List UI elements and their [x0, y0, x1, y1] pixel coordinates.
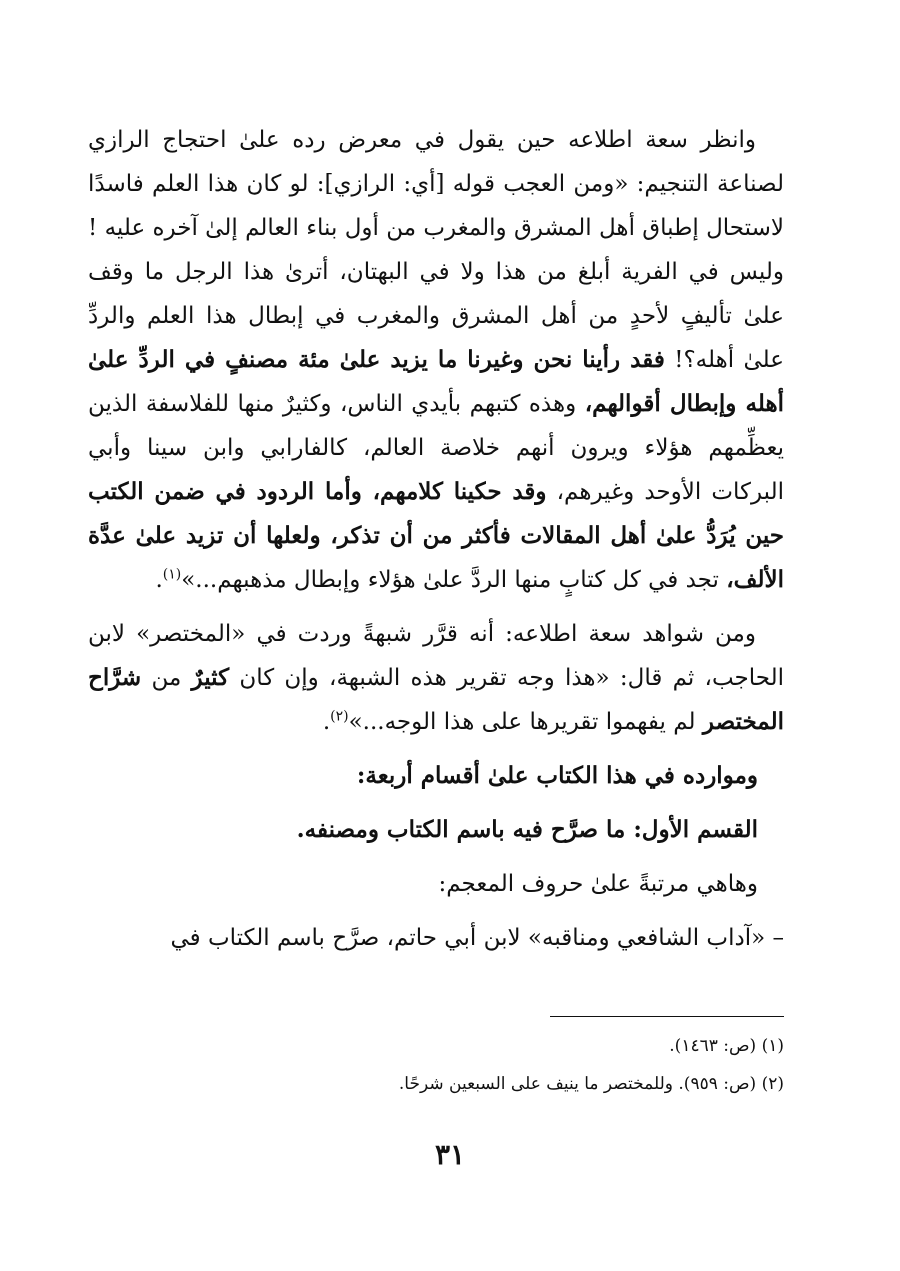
- section-one-heading: القسم الأول: ما صرَّح فيه باسم الكتاب ومصنفه.: [296, 816, 758, 843]
- ordering-note: وهاهي مرتبةً علىٰ حروف المعجم:: [438, 871, 758, 897]
- paragraph-razi-bold-b: وقد حكينا كلامهم، وأما الردود في ضمن الكتب حين يُرَدُّ علىٰ أهل المقالات فأكثر من أن تذكر، ولعلها أن تزيد علىٰ عدَّة الألف،: [88, 478, 784, 593]
- paragraph-razi-end-mark: .: [155, 567, 163, 593]
- main-text: [88, 118, 784, 960]
- footnote-divider: [550, 1016, 784, 1017]
- heading-sources: وموارده في هذا الكتاب علىٰ أقسام أربعة:: [356, 762, 758, 789]
- page-number: ٣١: [434, 1138, 466, 1171]
- paragraph-ibn-hajib: [88, 612, 784, 744]
- paragraph-razi-middle: وهذه كتبهم بأيدي الناس، وكثيرٌ منها للفلاسفة الذين يعظِّمهم هؤلاء ويرون أنهم خلاصة العالم، كالفارابي وابن سينا وأبي البركات الأوحد وغيرهم،: [88, 391, 784, 505]
- paragraph-ibn-hajib-end-mark: .: [322, 709, 331, 735]
- footnote-ref-2[interactable]: (٢): [330, 708, 349, 725]
- paragraph-ibn-hajib-text: ومن شواهد سعة اطلاعه: أنه قرَّر شبهةً وردت في «المختصر» لابن الحاجب، ثم قال: «هذا وجه تقرير هذه الشبهة، وإن كان: [88, 621, 785, 691]
- paragraph-razi-bold-a: فقد رأينا نحن وغيرنا ما يزيد علىٰ مئة مصنفٍ في الردِّ علىٰ أهله وإبطال أقوالهم،: [88, 346, 785, 417]
- footnote-ref-1[interactable]: (١): [162, 566, 182, 583]
- source-entry-1: – «آداب الشافعي ومناقبه» لابن أبي حاتم، صرَّح باسم الكتاب في: [170, 925, 784, 951]
- footnotes: [88, 1027, 784, 1103]
- paragraph-ibn-hajib-end: لم يفهموا تقريرها على هذا الوجه...»: [348, 709, 696, 735]
- footnote-2: (٢) (ص: ٩٥٩). وللمختصر ما ينيف على السبعين شرحًا.: [398, 1074, 784, 1094]
- paragraph-razi-intro: وانظر سعة اطلاعه حين يقول في معرض رده علىٰ احتجاج الرازي لصناعة التنجيم: «ومن العجب قوله [أي: الرازي]: لو كان هذا العلم فاسدًا لاستحال إطباق أهل المشرق والمغرب من أول بناء العالم إلىٰ آخره عليه ! وليس في الفرية أبلغ من هذا ولا في البهتان، أترىٰ هذا الرجل ما وقف علىٰ تأليفٍ لأحدٍ من أهل المشرق والمغرب في إبطال هذا العلم والردِّ علىٰ أهله؟!: [88, 127, 784, 373]
- footnote-1: (١) (ص: ١٤٦٣).: [669, 1036, 784, 1056]
- paragraph-ibn-hajib-bold-b: شرَّاح المختصر: [88, 664, 784, 735]
- paragraph-ibn-hajib-middle: من: [151, 665, 182, 691]
- paragraph-razi: [88, 118, 784, 602]
- paragraph-ibn-hajib-bold-a: كثيرٌ: [191, 664, 230, 691]
- paragraph-razi-end: تجد في كل كتابٍ منها الردَّ علىٰ هؤلاء وإبطال مذهبهم...»: [181, 567, 719, 593]
